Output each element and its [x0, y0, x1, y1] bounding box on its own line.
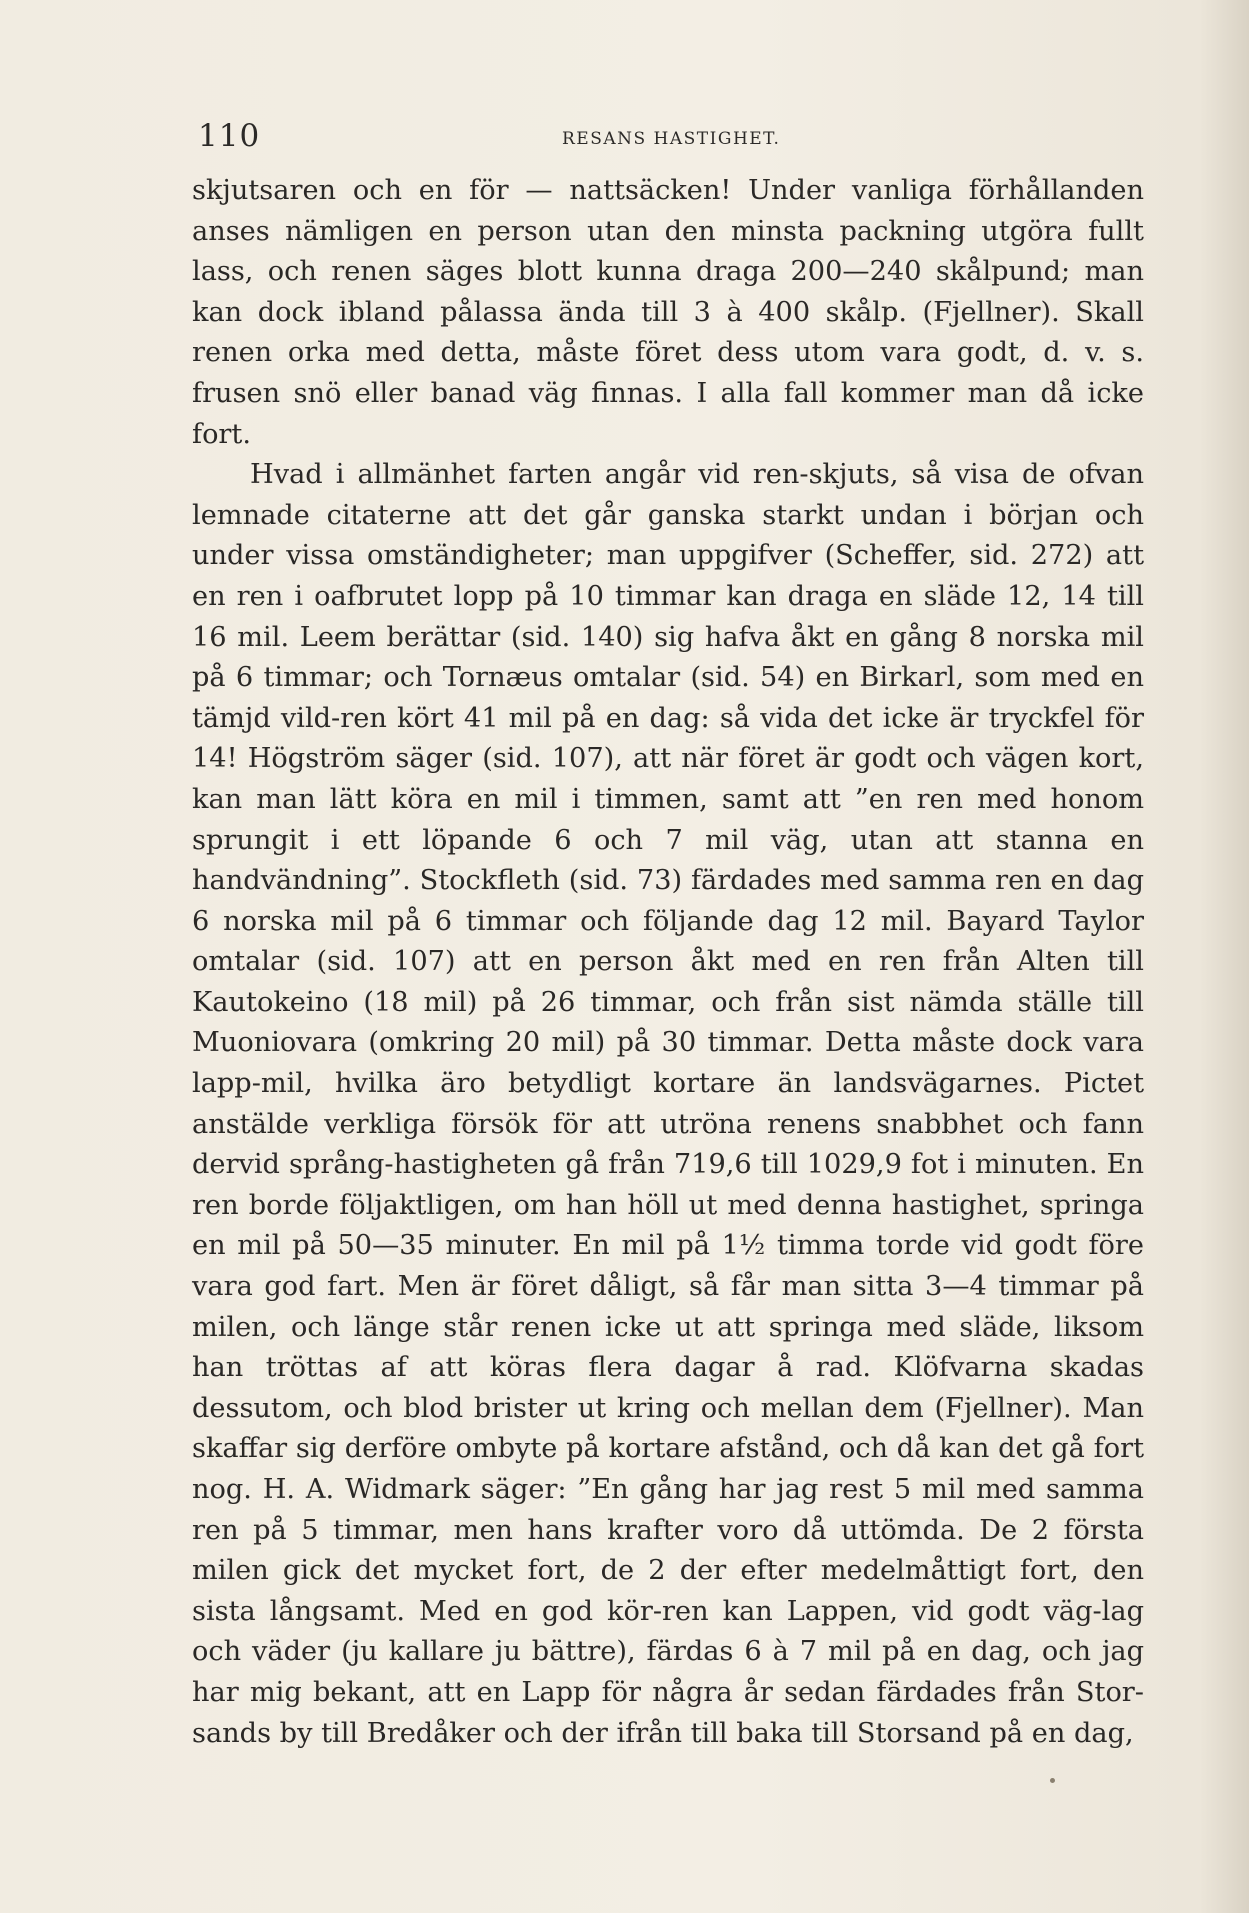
paper-spot	[1050, 1778, 1055, 1783]
paragraph-2: Hvad i allmänhet farten angår vid ren-skjuts, så visa de ofvan lemnade citaterne att det går ganska starkt undan i början och under vissa omständigheter; man uppgifver (Scheffer, sid. 272) att en ren i oafbrutet lopp på 10 timmar kan draga en släde 12, 14 till 16 mil. Leem berättar (sid. 140) sig hafva åkt en gång 8 norska mil på 6 timmar; och Tornæus omtalar (sid. 54) en Birkarl, som med en tämjd vild-ren kört 41 mil på en dag: så vida det icke är tryckfel för 14! Högström säger (sid. 107), att när föret är godt och vägen kort, kan man lätt köra en mil i timmen, samt att ”en ren med honom sprungit i ett löpande 6 och 7 mil väg, utan att stanna en handvändning”. Stockfleth (sid. 73) färdades med samma ren en dag 6 norska mil på 6 timmar och följande dag 12 mil. Bayard Taylor omtalar (sid. 107) att en person åkt med en ren från Alten till Kautokeino (18 mil) på 26 timmar, och från sist nämda ställe till Muoniovara (omkring 20 mil) på 30 timmar. Detta måste dock vara lapp-mil, hvilka äro betydligt kortare än landsvägarnes. Pictet anstälde verkliga försök för att utröna renens snabbhet och fann dervid språng-hastigheten gå från 719,6 till 1029,9 fot i minuten. En ren borde följaktligen, om han höll ut med denna hastighet, springa en mil på 50—35 minuter. En mil på 1½ timma torde vid godt före vara god fart. Men är föret dåligt, så får man sitta 3—4 timmar på milen, och länge står renen icke ut att springa med släde, liksom han tröttas af att köras flera dagar å rad. Klöfvarna skadas dessutom, och blod brister ut kring och mellan dem (Fjellner). Man skaffar sig derföre ombyte på kortare afstånd, och då kan det gå fort nog. H. A. Widmark säger: ”En gång har jag rest 5 mil med samma ren på 5 timmar, men hans krafter voro då uttömda. De 2 första milen gick det mycket fort, de 2 der efter medelmåttigt fort, den sista långsamt. Med en god kör-ren kan Lappen, vid godt väg-lag och väder (ju kallare ju bättre), färdas 6 à 7 mil på en dag, och jag har mig bekant, att en Lapp för några år sedan färdades från Stor-sands by till Bredåker och der ifrån till baka till Storsand på en dag,	[192, 459, 1144, 1749]
running-head: RESANS HASTIGHET.	[562, 129, 781, 149]
body-text	[192, 171, 1144, 1754]
page-number: 110	[198, 118, 261, 154]
page-header	[198, 118, 1158, 162]
paragraph-1: skjutsaren och en för — nattsäcken! Under vanliga förhållanden anses nämligen en person utan den minsta packning utgöra fullt lass, och renen säges blott kunna draga 200—240 skålpund; man kan dock ibland pålassa ända till 3 à 400 skålp. (Fjellner). Skall renen orka med detta, måste föret dess utom vara godt, d. v. s. frusen snö eller banad väg finnas. I alla fall kommer man då icke fort.	[192, 175, 1144, 450]
